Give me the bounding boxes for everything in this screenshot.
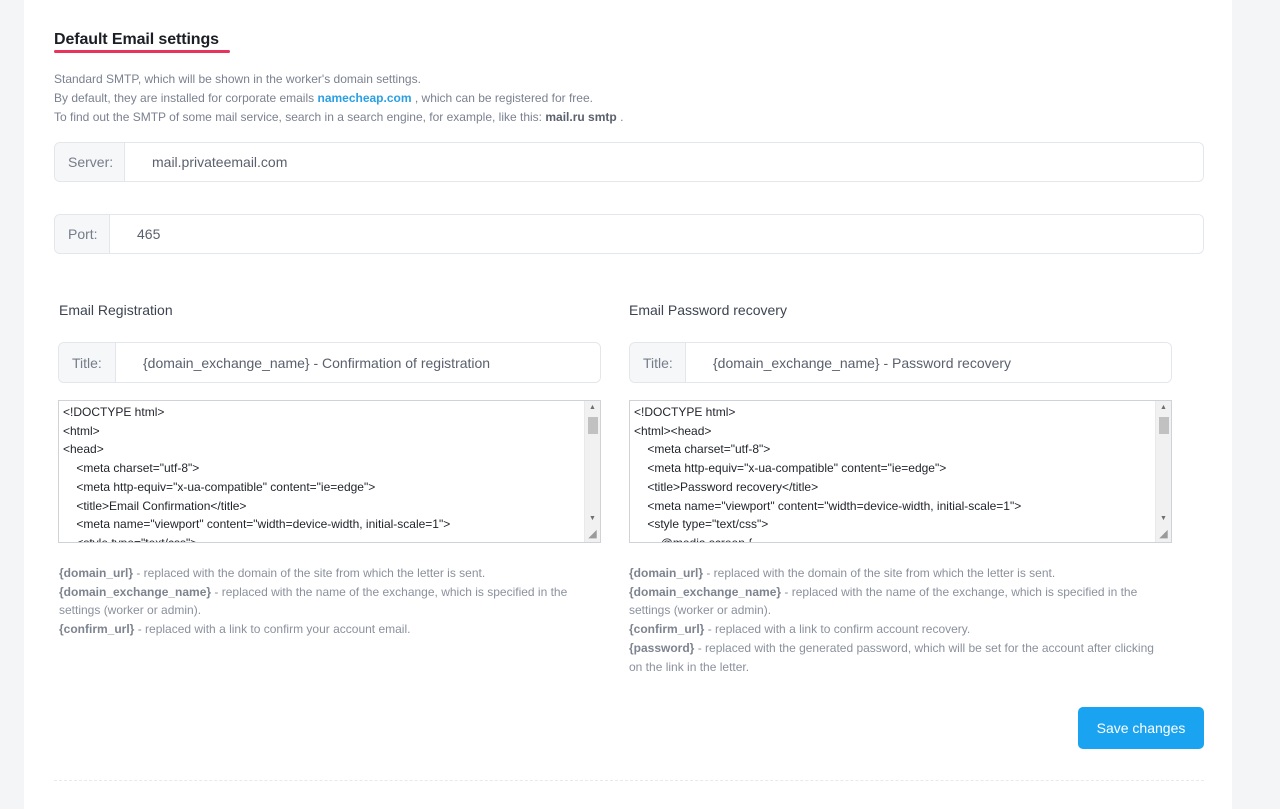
registration-body-editor [58,400,601,543]
help-description: - replaced with a link to confirm account recovery. [704,622,971,637]
port-label: Port: [55,215,110,253]
recovery-scrollbar[interactable] [1155,401,1171,542]
intro-line-3-before: To find out the SMTP of some mail service, search in a search engine, for example, like this: [54,110,543,124]
scroll-up-icon[interactable]: ▲ [1160,404,1167,411]
resize-grip-icon[interactable]: ◢ [1159,528,1168,540]
server-input-group [54,142,1204,182]
help-variable: {confirm_url} [59,622,135,637]
recovery-title-input[interactable] [713,355,1171,371]
help-item [629,564,1169,583]
help-variable: {password} [629,640,695,655]
help-description: - replaced with the domain of the site from which the letter is sent. [703,566,1056,580]
namecheap-link[interactable]: namecheap.com [317,91,412,105]
port-input-group [54,214,1204,254]
intro-line-3-after: . [620,110,624,124]
recovery-title-label: Title: [630,343,686,382]
port-input[interactable] [137,226,1203,242]
registration-title-label: Title: [59,343,116,382]
registration-title-input[interactable] [143,355,600,371]
recovery-body-editor [629,400,1172,543]
title-underline [54,50,230,53]
scrollbar-thumb[interactable] [1159,417,1169,434]
help-variable: {domain_exchange_name} [629,584,782,599]
intro-line-2 [54,89,954,108]
help-description: - replaced with a link to confirm your account email. [134,622,411,637]
help-description: - replaced with the domain of the site from which the letter is sent. [133,566,486,580]
resize-grip-icon[interactable]: ◢ [588,528,597,540]
intro-line-3 [54,108,954,127]
scroll-down-icon[interactable]: ▼ [589,515,596,522]
help-description: - replaced with the name of the exchange, which is specified in the settings (worker or admin). [629,584,1138,618]
recovery-heading: Email Password recovery [629,302,787,318]
section-title: Default Email settings [54,31,219,48]
registration-body-textarea[interactable] [59,401,584,542]
intro-line-2-before: By default, they are installed for corporate emails [54,91,315,105]
help-description: - replaced with the name of the exchange, which is specified in the settings (worker or admin). [59,584,568,618]
scroll-up-icon[interactable]: ▲ [589,404,596,411]
help-description: - replaced with the generated password, which will be set for the account after clicking on the link in the letter. [629,640,1154,674]
server-label: Server: [55,143,125,181]
help-item [629,639,1169,676]
intro-line-2-after: , which can be registered for free. [414,91,593,105]
intro-line-1: Standard SMTP, which will be shown in the worker's domain settings. [54,72,421,86]
save-changes-button[interactable]: Save changes [1078,707,1204,749]
help-item [629,620,1169,639]
port-field-wrap [110,215,1203,253]
registration-title-wrap [116,343,600,382]
scrollbar-thumb[interactable] [588,417,598,434]
intro-text [54,70,954,127]
help-item [629,583,1169,620]
help-item [59,620,599,639]
server-input[interactable] [152,154,1203,170]
recovery-body-textarea[interactable] [630,401,1155,542]
registration-scrollbar[interactable] [584,401,600,542]
recovery-title-wrap [686,343,1171,382]
help-item [59,564,599,583]
scroll-down-icon[interactable]: ▼ [1160,515,1167,522]
help-variable: {domain_exchange_name} [59,584,212,599]
recovery-help [629,564,1169,676]
section-divider [54,780,1204,781]
smtp-search-example: mail.ru smtp [545,110,617,124]
registration-title-group [58,342,601,383]
registration-heading: Email Registration [59,302,173,318]
recovery-title-group [629,342,1172,383]
help-variable: {confirm_url} [629,622,705,637]
registration-help [59,564,599,639]
server-field-wrap [125,143,1203,181]
help-variable: {domain_url} [629,566,704,580]
help-variable: {domain_url} [59,566,134,580]
help-item [59,583,599,620]
